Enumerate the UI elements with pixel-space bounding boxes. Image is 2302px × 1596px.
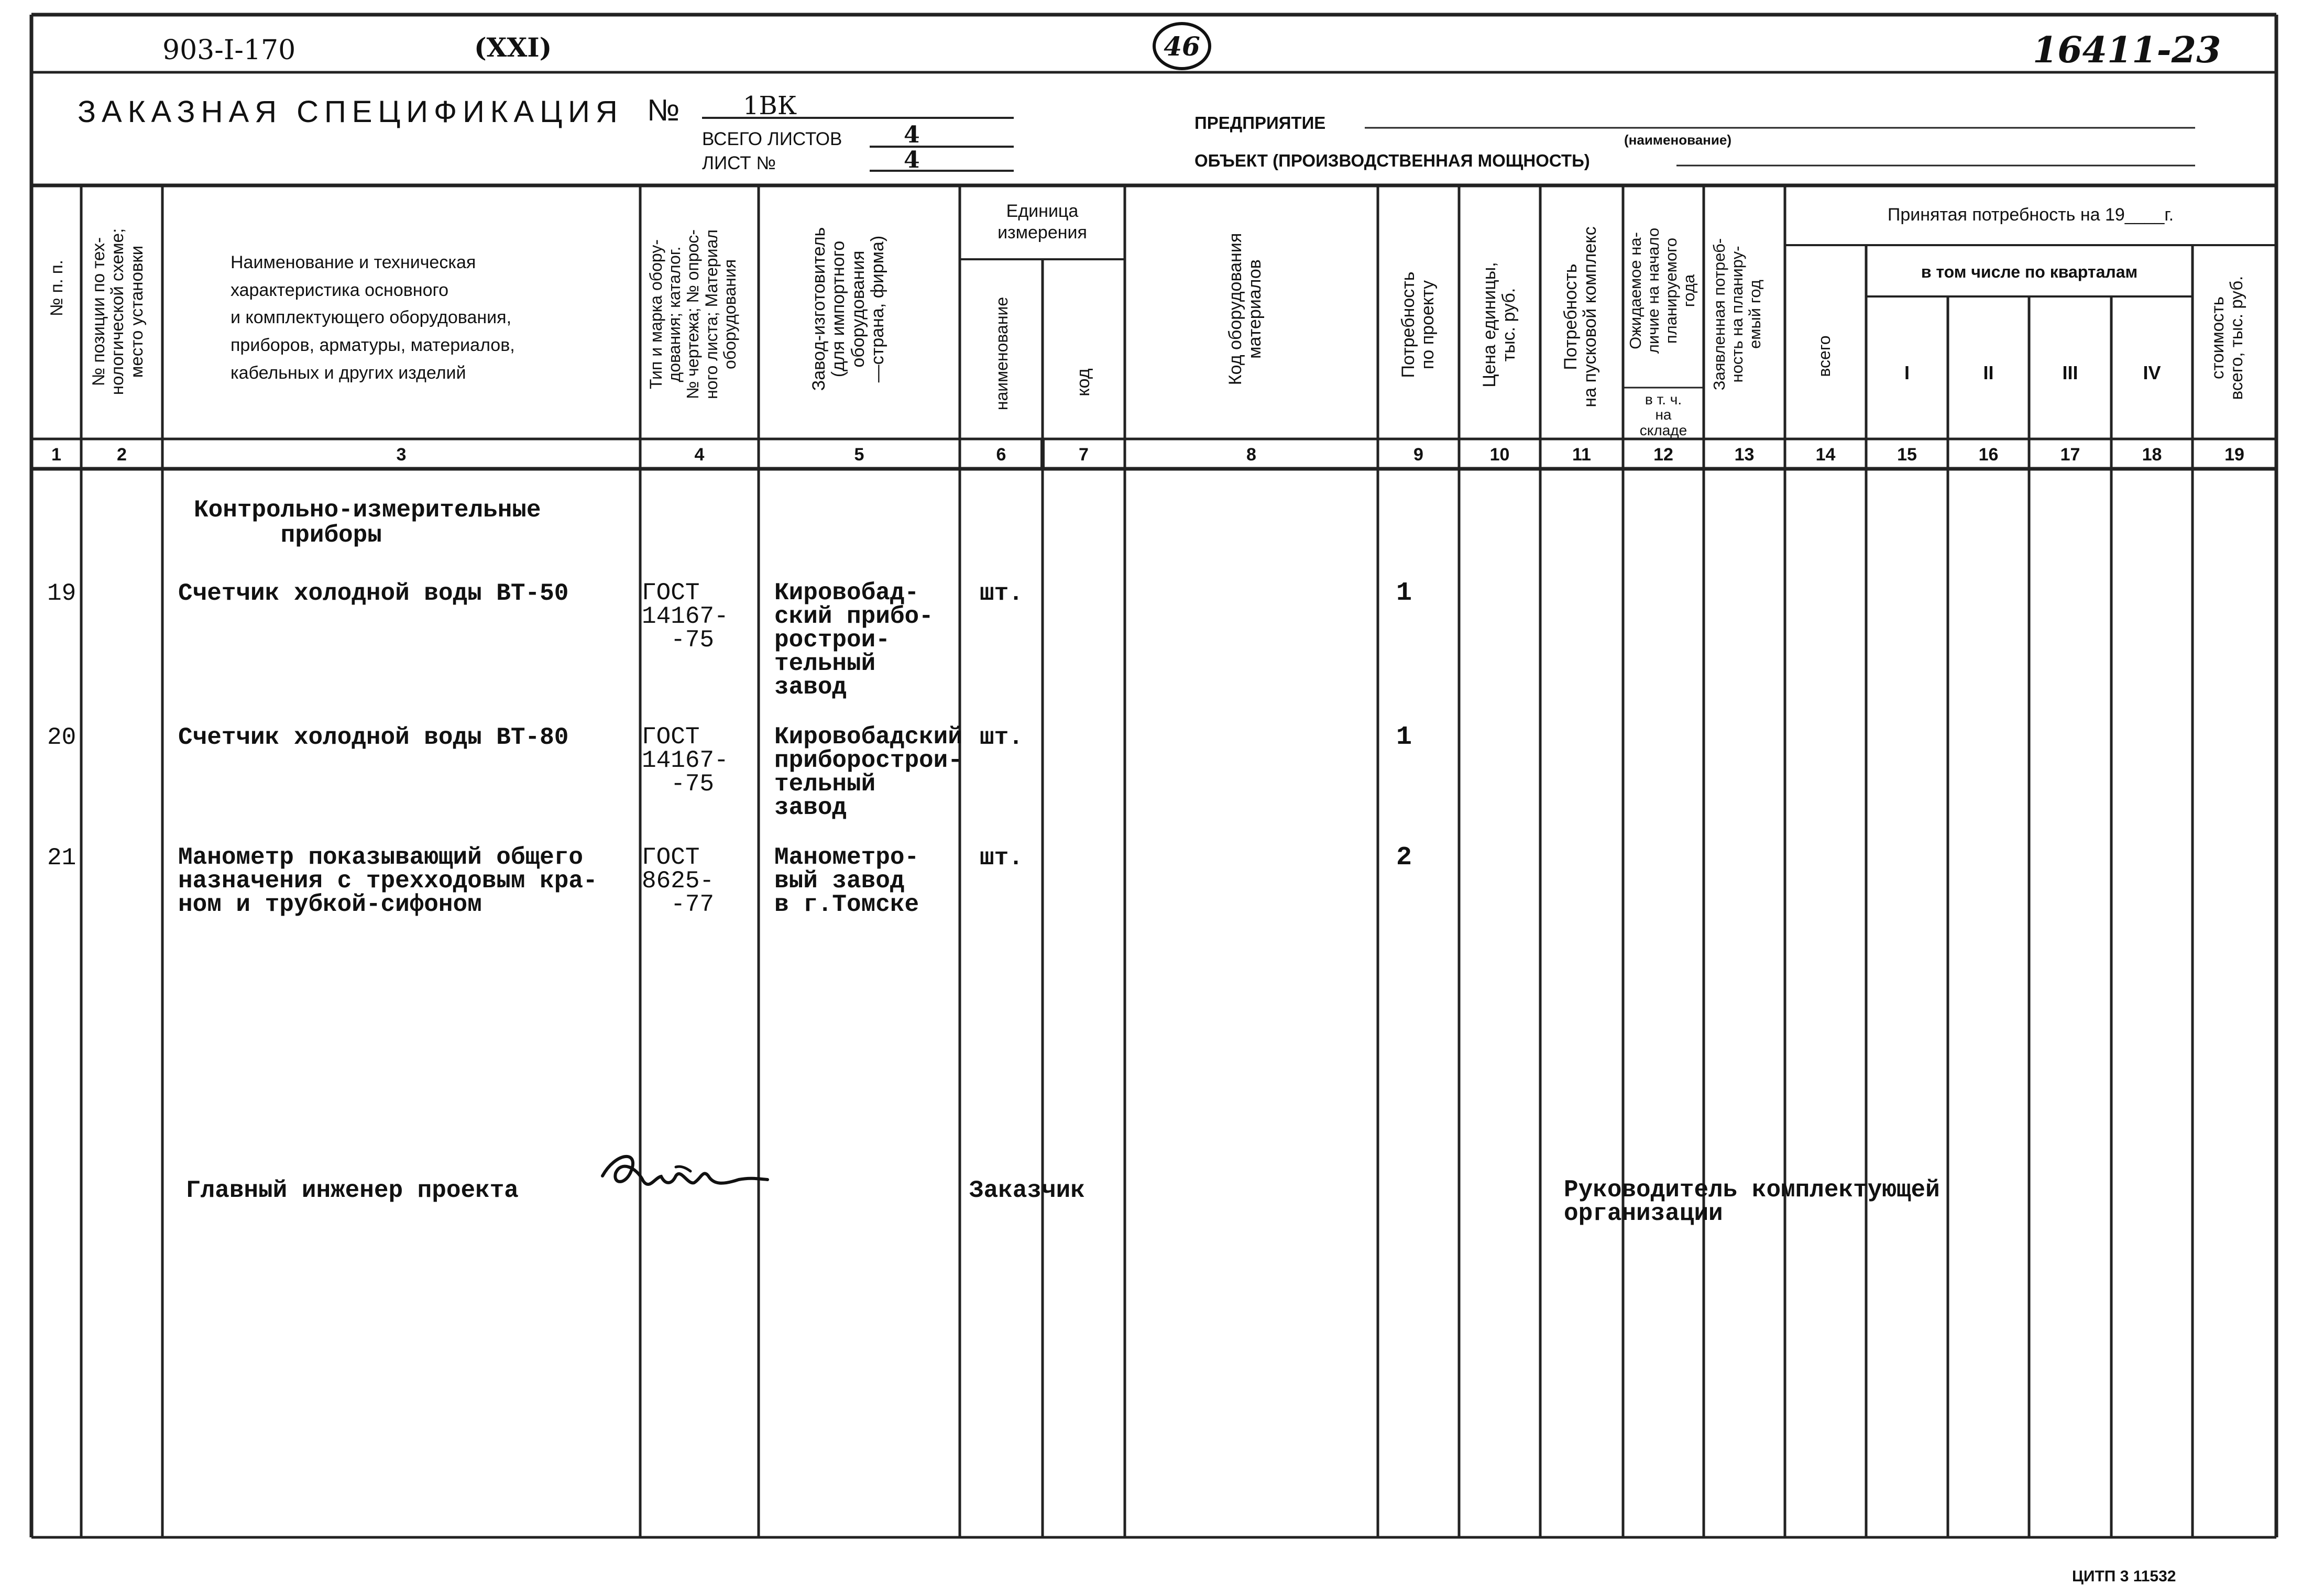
col-number: 13 [1734, 445, 1755, 465]
header-quarters: в том числе по кварталам [1921, 262, 2138, 281]
spec-number-value: 1ВК [743, 91, 797, 120]
row-unit: шт. [980, 844, 1023, 872]
enterprise-name-hint: (наименование) [1624, 132, 1731, 148]
header-position: № позиции по тех- нологической схеме; место установки [89, 228, 146, 395]
sheet-number-value: 4 [904, 147, 920, 173]
page-number: 46 [1164, 30, 1200, 62]
header-quarter-3: III [2062, 362, 2078, 383]
row-quantity: 2 [1396, 843, 1412, 873]
sheet-number-label: ЛИСТ № [702, 153, 776, 173]
sheets-total-label: ВСЕГО ЛИСТОВ [702, 129, 842, 149]
header-equipment-code: Код оборудования материалов [1225, 233, 1265, 386]
col-number: 15 [1897, 445, 1917, 465]
object-label: ОБЪЕКТ (ПРОИЗВОДСТВЕННАЯ МОЩНОСТЬ) [1194, 151, 1590, 170]
col-number: 6 [996, 445, 1006, 465]
col-number: 11 [1572, 445, 1591, 465]
header-type-mark: Тип и марка обору- дования; каталог. № чертежа; № опрос- ного листа; Материал оборудования [646, 229, 739, 400]
col-number: 18 [2142, 445, 2162, 465]
col-number: 16 [1978, 445, 1999, 465]
supplier-head-label: Руководитель комплектующей организации [1564, 1176, 1940, 1228]
row-number: 20 [47, 724, 76, 751]
row-manufacturer: Кировобадский приборострои- тельный завод [774, 723, 962, 822]
sheets-total-value: 4 [904, 122, 920, 148]
row-item-name: Счетчик холодной воды ВТ-80 [178, 724, 569, 751]
header-declared-need: Заявленная потреб- ность на планиру- емый год [1710, 238, 1764, 391]
header-unit-price: Цена единицы, тыс. руб. [1479, 262, 1519, 388]
row-type-mark: ГОСТ 8625- -77 [642, 844, 715, 919]
section-title: Контрольно-измерительные приборы [194, 497, 541, 549]
header-row-number: № п. п. [47, 260, 66, 316]
header-total: всего [1815, 335, 1834, 377]
col-number: 4 [694, 445, 705, 465]
row-item-name: Манометр показывающий общего назначения с трехходовым кра- ном и трубкой-сифоном [178, 844, 598, 919]
col-number: 8 [1246, 445, 1256, 465]
row-manufacturer: Манометро- вый завод в г.Томске [774, 844, 919, 919]
col-number: 9 [1413, 445, 1423, 465]
header-unit-name: наименование [992, 296, 1011, 411]
row-type-mark: ГОСТ 14167- -75 [642, 579, 729, 654]
document-number: 16411-23 [2033, 29, 2221, 71]
header-unit-group: Единица измерения [997, 201, 1087, 243]
row-item-name: Счетчик холодной воды ВТ-50 [178, 580, 569, 607]
header-quarter-1: I [1904, 362, 1910, 383]
chief-engineer-label: Главный инженер проекта [186, 1177, 519, 1204]
col-number: 3 [396, 445, 407, 465]
header-quarter-2: II [1983, 362, 1994, 383]
header-in-warehouse: в т. ч. на складе [1639, 391, 1687, 438]
print-code: ЦИТП 3 11532 [2072, 1568, 2176, 1585]
header-accepted-need: Принятая потребность на 19____г. [1887, 205, 2174, 225]
col-number: 5 [854, 445, 864, 465]
header-cost: стоимость всего, тыс. руб. [2208, 276, 2246, 400]
header-expected-stock: Ожидаемое на- личие на начало планируемого года [1626, 227, 1698, 354]
col-number: 14 [1815, 445, 1836, 465]
header-project-need: Потребность по проекту [1398, 271, 1438, 378]
col-number: 1 [51, 445, 61, 465]
row-manufacturer: Кировобад- ский прибо- рострои- тельный завод [774, 579, 934, 701]
row-unit: шт. [980, 724, 1023, 751]
customer-label: Заказчик [969, 1177, 1085, 1204]
col-number: 2 [117, 445, 127, 465]
spec-title: ЗАКАЗНАЯ СПЕЦИФИКАЦИЯ [78, 95, 623, 129]
col-number: 12 [1653, 445, 1673, 465]
enterprise-label: ПРЕДПРИЯТИЕ [1194, 113, 1326, 133]
col-number: 10 [1489, 445, 1510, 465]
row-unit: шт. [980, 580, 1023, 607]
row-quantity: 1 [1396, 722, 1412, 752]
project-code: 903-I-170 [162, 35, 296, 66]
header-description: Наименование и техническая характеристика основного и комплектующего оборудования, приборов, арматуры, материалов, кабельных и других изделий [231, 252, 515, 383]
header-unit-code: код [1073, 368, 1093, 397]
page-circle-badge [1153, 22, 1211, 70]
col-number: 19 [2224, 445, 2244, 465]
row-type-mark: ГОСТ 14167- -75 [642, 723, 729, 798]
row-quantity: 1 [1396, 578, 1412, 608]
header-quarter-4: IV [2143, 362, 2161, 383]
row-number: 19 [47, 580, 76, 607]
row-number: 21 [47, 844, 76, 872]
album-number: (XXI) [474, 32, 552, 63]
spec-number-label: № [647, 93, 680, 127]
col-number: 7 [1079, 445, 1089, 465]
col-number: 17 [2060, 445, 2080, 465]
header-launch-need: Потребность на пусковой комплекс [1561, 226, 1601, 408]
header-manufacturer: Завод-изготовитель (для импортного оборудования —страна, фирма) [809, 227, 888, 391]
